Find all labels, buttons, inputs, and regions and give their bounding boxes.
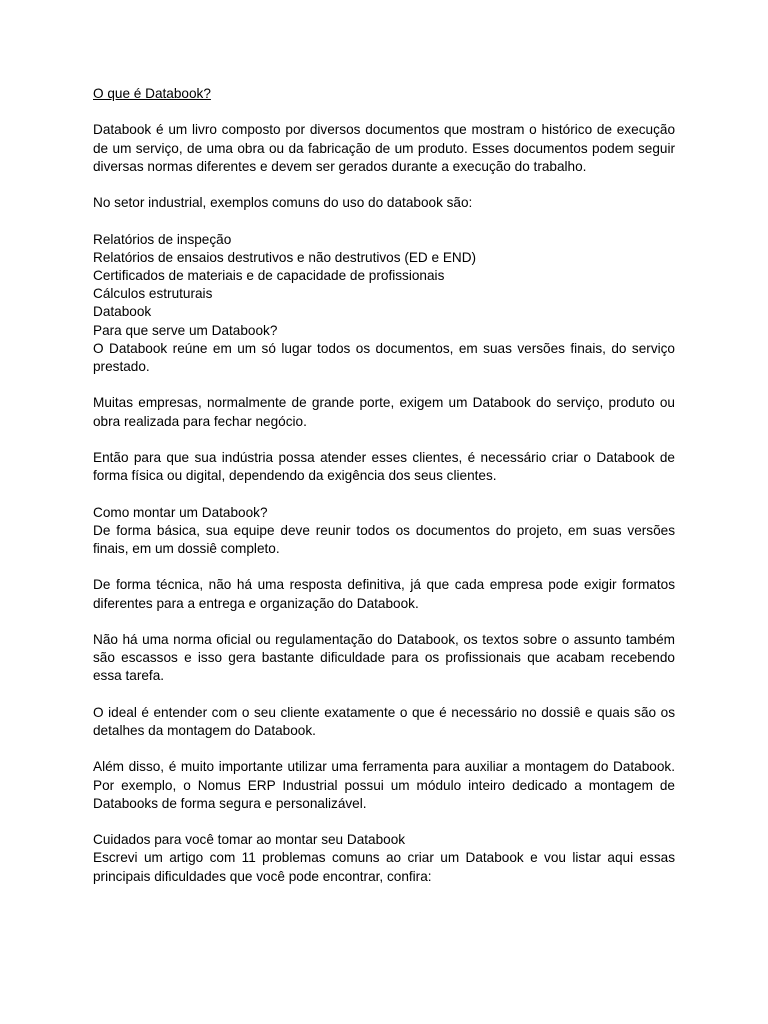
list-item: Certificados de materiais e de capacidade de profissionais <box>93 267 445 283</box>
list-item: Databook <box>93 304 152 320</box>
spacer <box>93 813 675 831</box>
spacer <box>93 485 675 503</box>
spacer <box>93 431 675 449</box>
document-page <box>93 85 675 886</box>
list-item: Relatórios de ensaios destrutivos e não destrutivos (ED e END) <box>93 249 477 265</box>
spacer <box>93 103 675 121</box>
heading-para-que-serve: Para que serve um Databook? <box>93 322 278 338</box>
spacer <box>93 376 675 394</box>
paragraph-artigo: Escrevi um artigo com 11 problemas comuns ao criar um Databook e vou listar aqui essas principais dificuldades que você pode encontrar, confira: <box>93 850 675 884</box>
spacer <box>93 686 675 704</box>
spacer <box>93 740 675 758</box>
paragraph-norma: Não há uma norma oficial ou regulamentação do Databook, os textos sobre o assunto também são escassos e isso gera bastante dificuldade para os profissionais que acabam recebendo essa tarefa. <box>93 631 675 684</box>
paragraph-ferramenta: Além disso, é muito importante utilizar uma ferramenta para auxiliar a montagem do Databook. Por exemplo, o Nomus ERP Industrial possui um módulo inteiro dedicado a montagem de Databooks de forma segura e personalizável. <box>93 759 675 811</box>
document-title: O que é Databook? <box>93 86 211 101</box>
spacer <box>93 212 675 230</box>
paragraph-reune: O Databook reúne em um só lugar todos os documentos, em suas versões finais, do serviço prestado. <box>93 340 675 374</box>
heading-cuidados: Cuidados para você tomar ao montar seu Databook <box>93 832 406 848</box>
paragraph-empresas: Muitas empresas, normalmente de grande porte, exigem um Databook do serviço, produto ou obra realizada para fechar negócio. <box>93 395 675 429</box>
list-item: Relatórios de inspeção <box>93 231 232 247</box>
paragraph-ideal: O ideal é entender com o seu cliente exatamente o que é necessário no dossiê e quais são os detalhes da montagem do Databook. <box>93 704 675 738</box>
paragraph-industria: Então para que sua indústria possa atender esses clientes, é necessário criar o Databook de forma física ou digital, dependendo da exigência dos seus clientes. <box>93 449 675 484</box>
paragraph-forma-tecnica: De forma técnica, não há uma resposta definitiva, já que cada empresa pode exigir formatos diferentes para a entrega e organização do Databook. <box>93 577 675 611</box>
spacer <box>93 558 675 576</box>
spacer <box>93 176 675 194</box>
paragraph-examples-intro: No setor industrial, exemplos comuns do uso do databook são: <box>93 195 473 211</box>
paragraph-definition: Databook é um livro composto por diversos documentos que mostram o histórico de execução de um serviço, de uma obra ou da fabricação de um produto. Esses documentos podem seguir diversas normas diferentes e devem ser gerados durante a execução do trabalho. <box>93 122 675 174</box>
list-item: Cálculos estruturais <box>93 286 213 302</box>
spacer <box>93 613 675 631</box>
heading-como-montar: Como montar um Databook? <box>93 504 268 520</box>
paragraph-forma-basica: De forma básica, sua equipe deve reunir todos os documentos do projeto, em suas versões finais, em um dossiê completo. <box>93 522 675 556</box>
